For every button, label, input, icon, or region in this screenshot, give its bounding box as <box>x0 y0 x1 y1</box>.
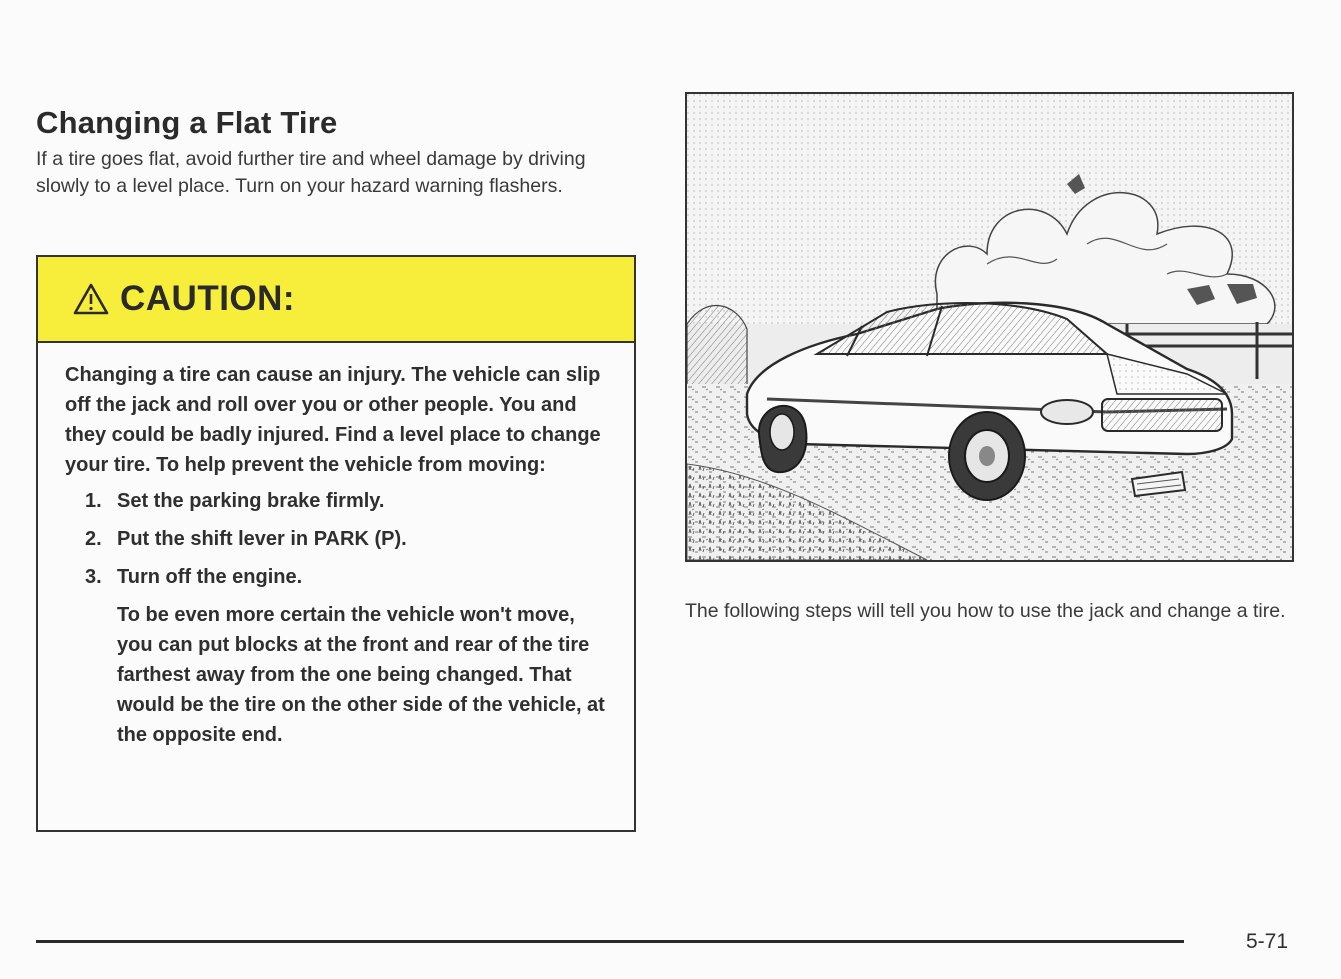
step-text: Put the shift lever in PARK (P). <box>117 528 407 550</box>
intro-paragraph: If a tire goes flat, avoid further tire and wheel damage by driving slowly to a level place. Turn on your hazard warning flashers. <box>36 148 586 197</box>
step-number: 1. <box>85 490 102 512</box>
warning-triangle-icon <box>72 282 110 316</box>
step-number: 3. <box>85 566 102 588</box>
step-text: Turn off the engine. <box>117 566 303 588</box>
following-paragraph: The following steps will tell you how to use the jack and change a tire. <box>685 600 1286 622</box>
step-text: Set the parking brake firmly. <box>117 490 385 512</box>
caution-box <box>36 255 636 832</box>
caution-intro: Changing a tire can cause an injury. The vehicle can slip off the jack and roll over you or other people. You and they could be badly injured. Find a level place to change your tire. To help prevent the vehicle from moving: <box>65 364 601 476</box>
list-item <box>65 524 610 554</box>
caution-steps <box>65 486 610 592</box>
list-item <box>65 562 610 592</box>
step-number: 2. <box>85 528 102 550</box>
footer-rule <box>36 940 1184 943</box>
caution-followup: To be even more certain the vehicle won't move, you can put blocks at the front and rear of the tire farthest away from the one being changed. That would be the tire on the other side of the vehicle, at the opposite end. <box>117 604 605 746</box>
page-title: Changing a Flat Tire <box>36 104 338 140</box>
caution-header <box>38 257 634 343</box>
list-item <box>65 486 610 516</box>
car-flat-tire-illustration <box>685 92 1294 562</box>
caution-body <box>65 360 610 750</box>
page-number: 5-71 <box>1246 930 1289 953</box>
caution-label: CAUTION: <box>120 279 296 318</box>
